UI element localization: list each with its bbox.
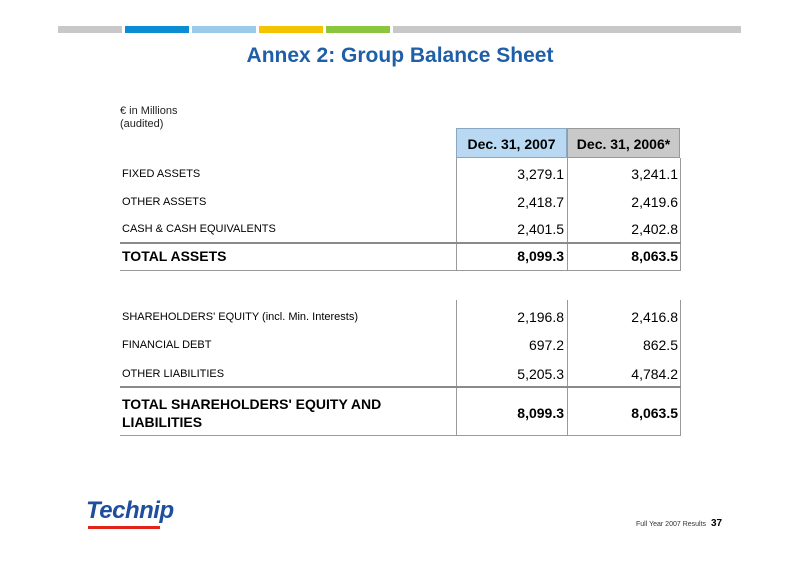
top-bar-segment-gray-long [393,26,741,33]
value-2007: 2,196.8 [517,309,564,325]
value-2006: 2,416.8 [631,309,678,325]
column-divider [680,158,681,270]
value-2007: 697.2 [528,337,564,353]
row-label: TOTAL SHAREHOLDERS' EQUITY AND [122,396,382,412]
table-bottom-border [120,270,681,271]
row-label: SHAREHOLDERS' EQUITY (incl. Min. Interests) [122,311,359,323]
row-label: TOTAL ASSETS [122,248,227,264]
top-bar-segment-gray [58,26,122,33]
total-separator [120,242,681,244]
page-number: 37 [711,518,723,529]
value-2006: 4,784.2 [631,366,678,382]
value-2007: 2,418.7 [517,194,564,210]
value-2007: 3,279.1 [517,166,564,182]
logo-underline [88,526,160,529]
page-title: Annex 2: Group Balance Sheet [246,44,554,67]
top-bar-segment-yellow [259,26,323,33]
column-divider [456,158,457,270]
top-bar-segment-blue [125,26,189,33]
column-header-2007: Dec. 31, 2007 [456,128,567,158]
value-2006: 2,402.8 [631,221,678,237]
column-divider [456,300,457,436]
row-label: FIXED ASSETS [122,168,201,180]
row-label: FINANCIAL DEBT [122,339,212,351]
value-2007: 2,401.5 [517,221,564,237]
row-label: CASH & CASH EQUIVALENTS [122,223,276,235]
top-bar-segment-lightblue [192,26,256,33]
value-2006: 3,241.1 [631,166,678,182]
column-divider [680,300,681,436]
row-label: OTHER ASSETS [122,196,207,208]
footer-text: Full Year 2007 Results [636,521,707,528]
value-2006: 8,063.5 [631,405,678,421]
technip-logo: Technip [86,497,174,524]
total-separator [120,386,681,388]
column-header-2006: Dec. 31, 2006* [567,128,680,158]
value-2007: 5,205.3 [517,366,564,382]
units-label: € in Millions [120,105,178,117]
column-divider [567,158,568,270]
table-bottom-border [120,435,681,436]
value-2006: 8,063.5 [631,248,678,264]
row-label-continued: LIABILITIES [122,414,203,430]
value-2006: 2,419.6 [631,194,678,210]
column-divider [567,300,568,436]
top-bar-segment-green [326,26,390,33]
value-2007: 8,099.3 [517,405,564,421]
row-label: OTHER LIABILITIES [122,368,225,380]
audited-label: (audited) [120,118,164,130]
value-2007: 8,099.3 [517,248,564,264]
value-2006: 862.5 [642,337,678,353]
